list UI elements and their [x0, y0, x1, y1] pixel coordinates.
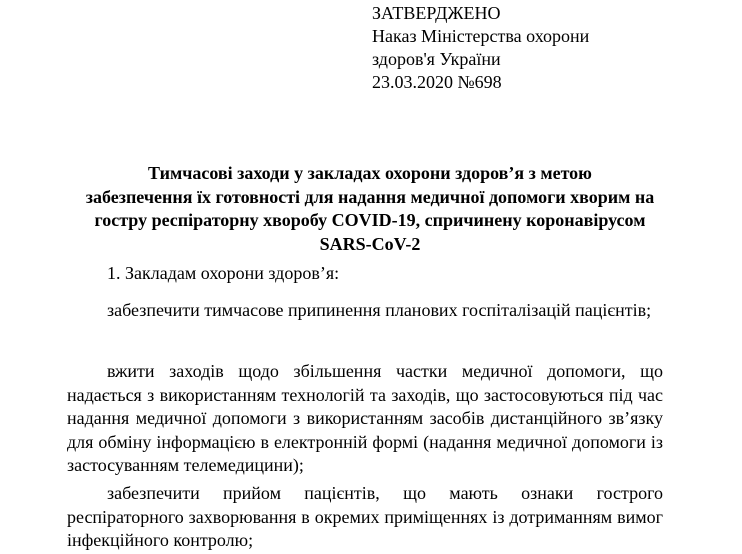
paragraph: забезпечити тимчасове припинення планових госпіталізацій пацієнтів;	[107, 300, 652, 320]
approval-status: ЗАТВЕРДЖЕНО	[372, 3, 501, 23]
title-line: SARS-CoV-2	[319, 233, 421, 254]
title-line: забезпечення їх готовності для надання медичної допомоги хворим на	[85, 186, 655, 207]
paragraph: забезпечити прийом пацієнтів, що мають ознаки гострого респіраторного захворювання в окремих приміщеннях із дотриманням вимог інфекційного контролю;	[67, 483, 663, 550]
approval-date-number: 23.03.2020 №698	[372, 72, 502, 92]
title-line: гостру респіраторну хворобу COVID-19, спричинену коронавірусом	[94, 210, 646, 230]
document-title	[70, 162, 670, 256]
title-line: Тимчасові заходи у закладах охорони здоров’я з метою	[148, 163, 592, 183]
approval-order-line: Наказ Міністерства охорони	[372, 26, 590, 46]
approval-ministry-line: здоров'я України	[372, 49, 501, 69]
section-heading: 1. Закладам охорони здоров’я:	[107, 263, 340, 283]
approval-block	[372, 2, 589, 94]
paragraph: вжити заходів щодо збільшення частки медичної допомоги, що надається з використанням технологій та заходів, що застосовуються під час надання медичної допомоги з використанням засобів дистанційного зв’язку для обміну інформацією в електронній формі (надання медичної допомоги із застосуванням телемедицини);	[67, 361, 663, 475]
